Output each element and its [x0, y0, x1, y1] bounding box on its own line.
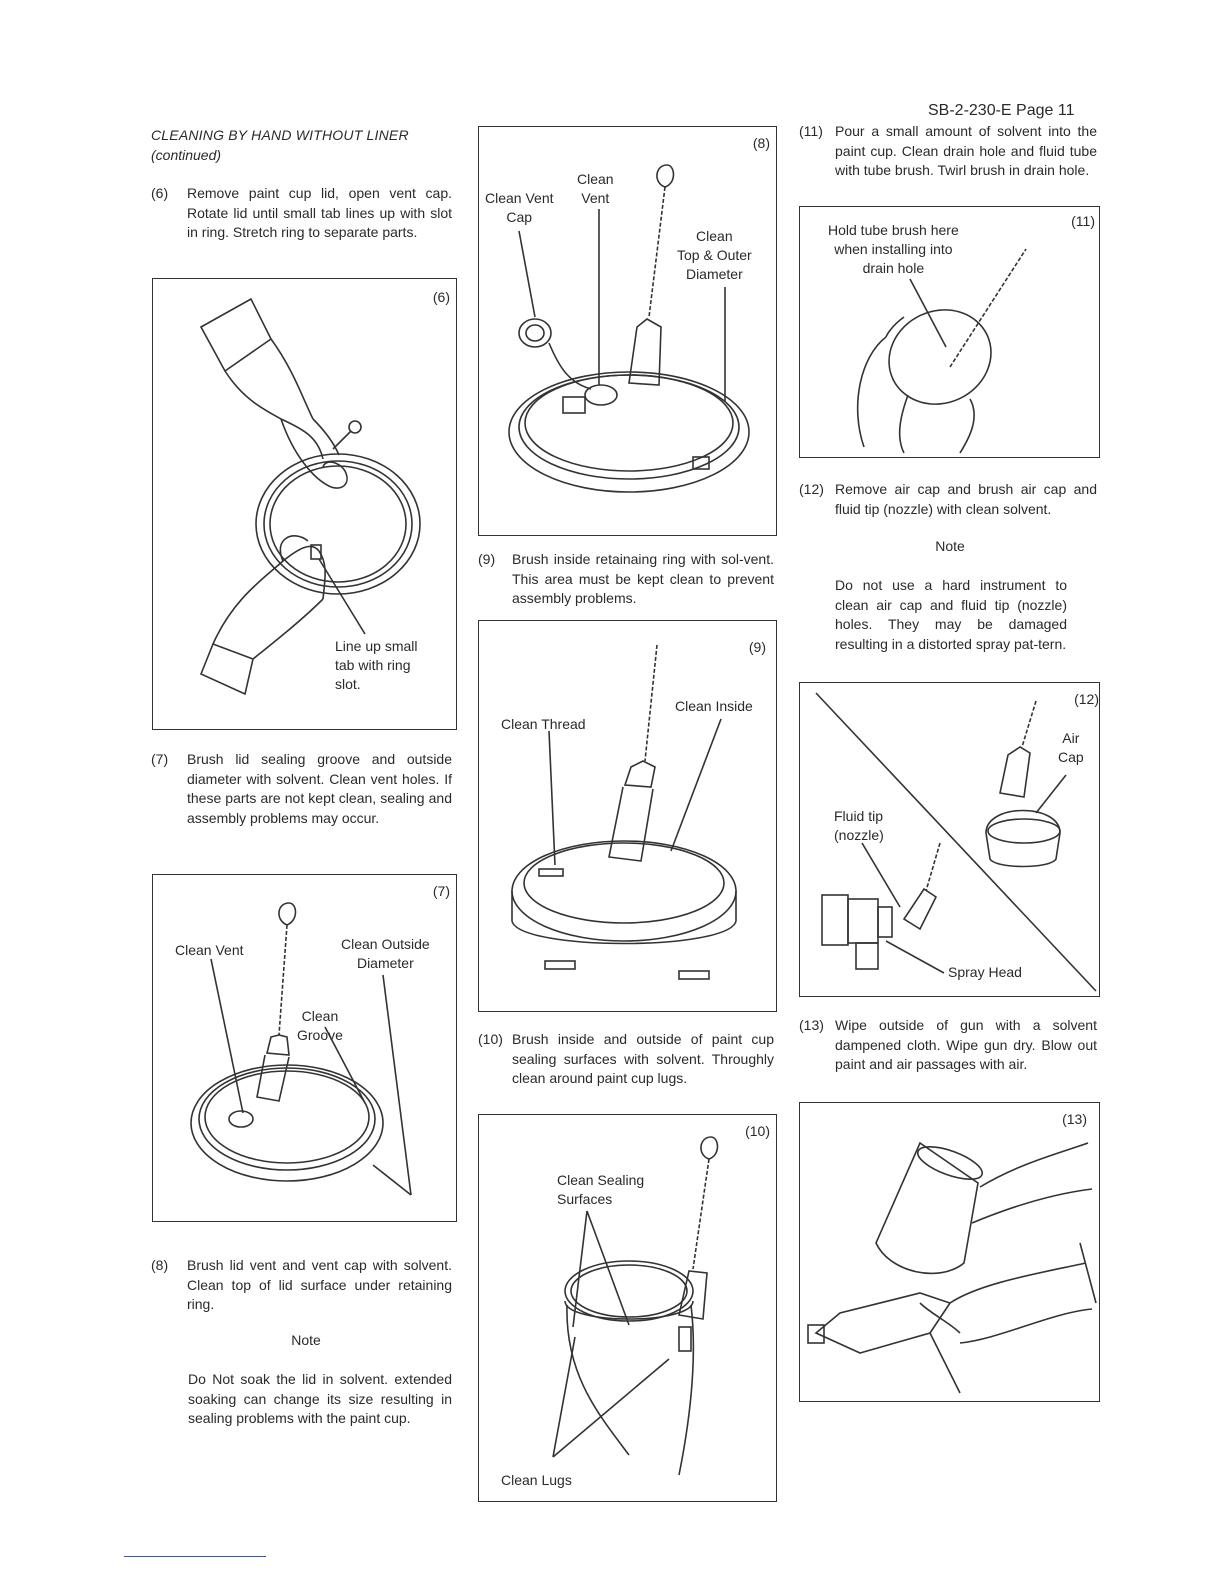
page-reference: SB-2-230-E Page 11 — [928, 102, 1075, 119]
step-8-text: Brush lid vent and vent cap with solvent. Clean top of lid surface under retaining ring. — [187, 1257, 452, 1312]
step-12-text: Remove air cap and brush air cap and fluid tip (nozzle) with clean solvent. — [835, 481, 1097, 517]
figure-7-label-vent: Clean Vent — [175, 942, 244, 958]
figure-6 — [152, 278, 457, 730]
figure-6-number: (6) — [432, 289, 450, 305]
step-8-number: (8) — [151, 1257, 169, 1273]
step-10 — [478, 1030, 774, 1110]
step-9-text: Brush inside retainaing ring with sol-vent. This area must be kept clean to prevent assembly problems. — [512, 551, 774, 606]
figure-9-illustration — [479, 621, 776, 1011]
figure-12-label-air-cap: Air Cap — [1058, 730, 1084, 765]
figure-6-label-tab: Line up small tab with ring slot. — [335, 638, 418, 692]
step-13 — [799, 1016, 1097, 1076]
step-6-number: (6) — [151, 185, 169, 201]
figure-8-label-vent-cap: Clean Vent Cap — [485, 190, 554, 225]
section-subtitle: (continued) — [151, 147, 222, 163]
figure-8-label-top-outer: Clean Top & Outer Diameter — [677, 228, 752, 282]
note-12-text: Do not use a hard instrument to clean air cap and fluid tip (nozzle) holes. They may be damaged resulting in a distorted spray pat-tern. — [835, 577, 1067, 652]
figure-9 — [478, 620, 777, 1012]
step-8 — [151, 1256, 452, 1316]
step-6 — [151, 184, 452, 266]
step-11-text: Pour a small amount of solvent into the paint cup. Clean drain hole and fluid tube with tube brush. Twirl brush in drain hole. — [835, 123, 1097, 178]
figure-12-label-spray-head: Spray Head — [948, 964, 1022, 980]
step-9-number: (9) — [478, 551, 496, 567]
figure-9-label-thread: Clean Thread — [501, 716, 586, 732]
figure-7-label-outside: Clean Outside Diameter — [341, 936, 430, 971]
figure-13-illustration — [800, 1103, 1099, 1401]
figure-8-label-vent: Clean Vent — [577, 171, 614, 206]
figure-7 — [152, 874, 457, 1222]
step-10-number: (10) — [478, 1031, 503, 1047]
figure-11-label-hold: Hold tube brush here when installing into drain hole — [828, 222, 959, 276]
figure-10 — [478, 1114, 777, 1502]
figure-9-label-inside: Clean Inside — [675, 698, 753, 714]
step-11-number: (11) — [799, 123, 823, 139]
step-11 — [799, 122, 1097, 202]
figure-11 — [799, 206, 1100, 458]
step-13-text: Wipe outside of gun with a solvent dampened cloth. Wipe gun dry. Blow out paint and air passages with air. — [835, 1017, 1097, 1072]
step-6-text: Remove paint cup lid, open vent cap. Rotate lid until small tab lines up with slot in ring. Stretch ring to separate parts. — [187, 185, 452, 240]
figure-10-label-sealing: Clean Sealing Surfaces — [557, 1172, 645, 1207]
figure-12-label-fluid-tip: Fluid tip (nozzle) — [834, 808, 884, 843]
figure-12 — [799, 682, 1100, 997]
figure-12-number: (12) — [1074, 691, 1099, 707]
step-7-number: (7) — [151, 751, 169, 767]
note-8-heading: Note — [291, 1332, 321, 1348]
figure-13 — [799, 1102, 1100, 1402]
figure-13-number: (13) — [1062, 1111, 1087, 1127]
figure-9-number: (9) — [748, 639, 766, 655]
figure-10-label-lugs: Clean Lugs — [501, 1472, 572, 1488]
step-12 — [799, 480, 1097, 520]
figure-10-number: (10) — [745, 1123, 770, 1139]
step-12-number: (12) — [799, 481, 824, 497]
figure-7-illustration — [153, 875, 456, 1221]
step-10-text: Brush inside and outside of paint cup sealing surfaces with solvent. Throughly clean around paint cup lugs. — [512, 1031, 774, 1086]
footer-link-underline[interactable] — [124, 1556, 266, 1557]
section-title: CLEANING BY HAND WITHOUT LINER — [151, 127, 409, 143]
note-12-heading: Note — [935, 538, 965, 554]
figure-8 — [478, 126, 777, 536]
step-9 — [478, 550, 774, 610]
note-8-text: Do Not soak the lid in solvent. extended soaking can change its size resulting in sealing problems with the paint cup. — [188, 1371, 452, 1426]
figure-11-number: (11) — [1071, 213, 1095, 229]
figure-7-number: (7) — [432, 883, 450, 899]
step-13-number: (13) — [799, 1017, 824, 1033]
step-7-text: Brush lid sealing groove and outside diameter with solvent. Clean vent holes. If these parts are not kept clean, sealing and assembly problems may occur. — [187, 751, 452, 826]
figure-8-number: (8) — [752, 135, 770, 151]
figure-7-label-groove: Clean Groove — [297, 1008, 343, 1043]
step-7 — [151, 750, 452, 850]
